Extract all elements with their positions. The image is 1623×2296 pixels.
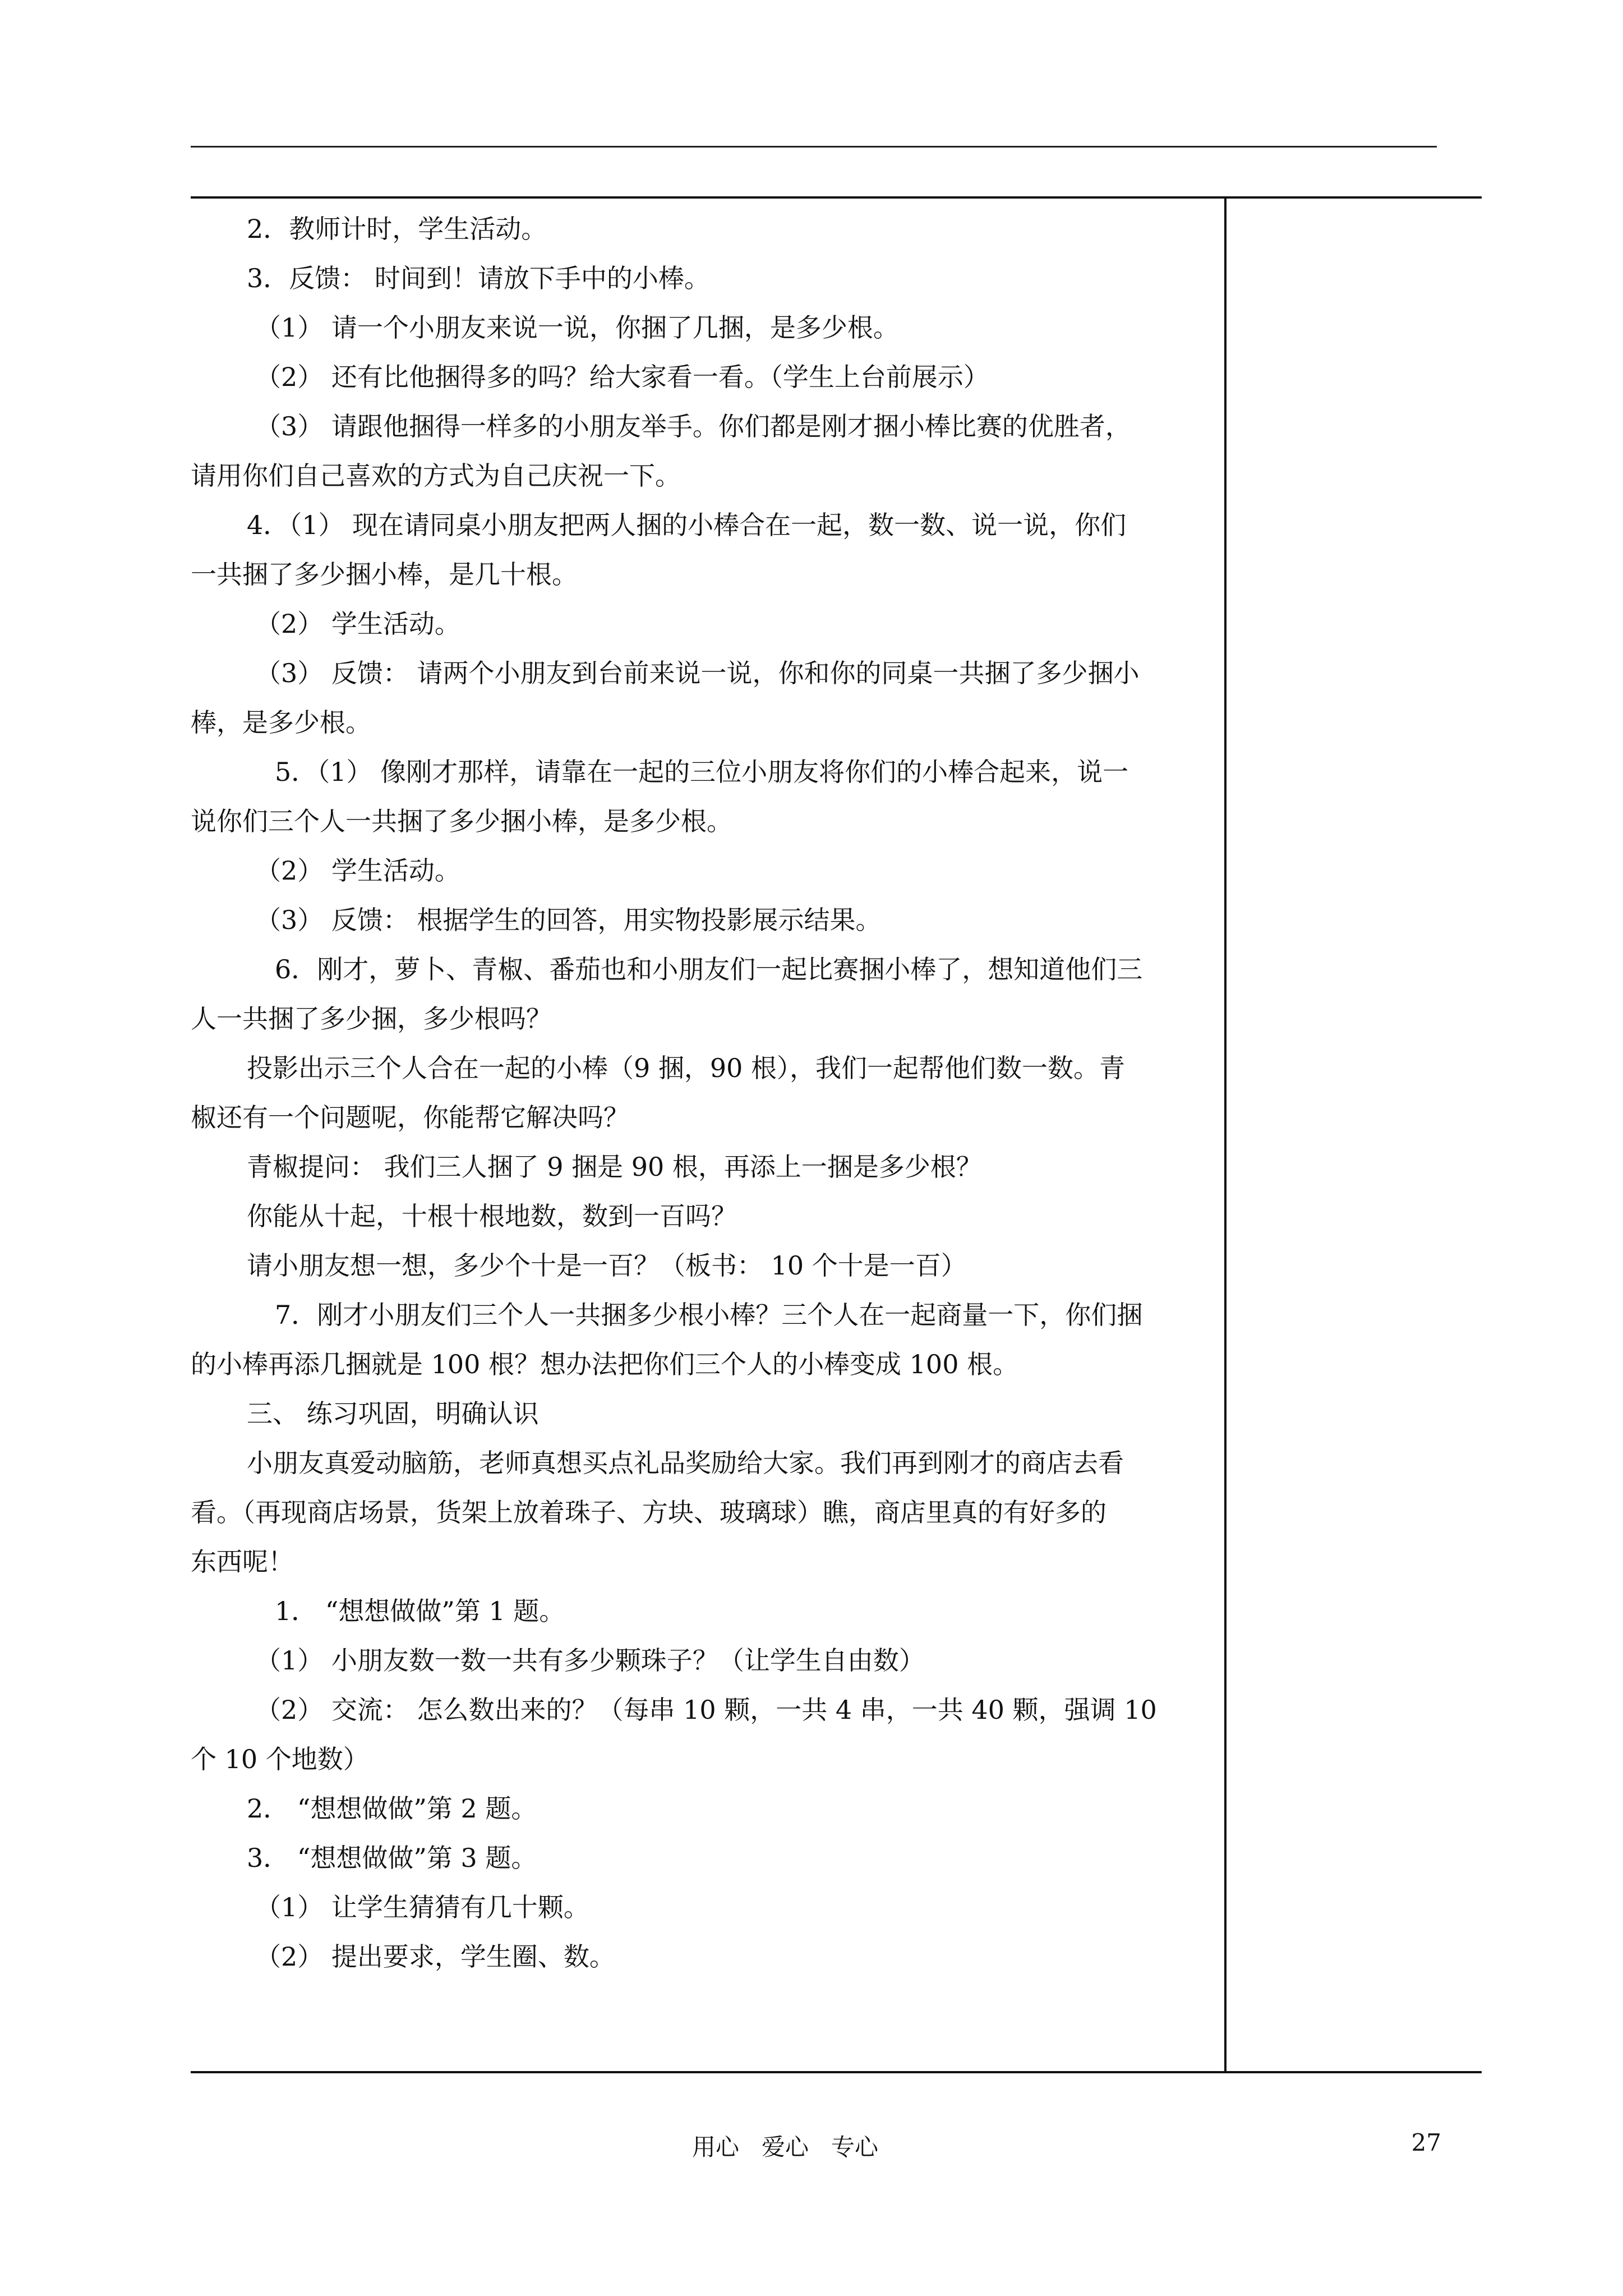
text-line: （3） 反馈： 请两个小朋友到台前来说一说，你和你的同桌一共捆了多少捆小: [255, 658, 1140, 688]
text-line: 请用你们自己喜欢的方式为自己庆祝一下。: [191, 461, 681, 491]
lesson-content-cell: [191, 206, 1224, 2063]
header-rule: [191, 146, 1437, 148]
text-line: （3） 反馈： 根据学生的回答，用实物投影展示结果。: [255, 905, 882, 935]
text-line: 人一共捆了多少捆，多少根吗？: [191, 1004, 552, 1034]
text-line: 的小棒再添几捆就是 100 根？想办法把你们三个人的小棒变成 100 根。: [191, 1349, 1019, 1379]
text-line: 个 10 个地数）: [191, 1744, 369, 1774]
text-line: 棒，是多少根。: [191, 707, 371, 738]
text-line: （1） 请一个小朋友来说一说，你捆了几捆，是多少根。: [255, 312, 899, 343]
text-line: （2） 还有比他捆得多的吗？给大家看一看。（学生上台前展示）: [255, 362, 989, 392]
text-line: 一共捆了多少捆小棒，是几十根。: [191, 559, 578, 590]
text-line: 小朋友真爱动脑筋，老师真想买点礼品奖励给大家。我们再到刚才的商店去看: [247, 1448, 1124, 1478]
text-line: 7．刚才小朋友们三个人一共捆多少根小棒？三个人在一起商量一下，你们捆: [275, 1300, 1143, 1330]
text-line: 1． “想想做做”第 1 题。: [275, 1596, 565, 1626]
footer-motto: 用心 爱心 专心: [691, 2133, 879, 2161]
text-line: 6．刚才，萝卜、青椒、番茄也和小朋友们一起比赛捆小棒了，想知道他们三: [275, 954, 1143, 984]
page-number: 27: [1411, 2129, 1441, 2156]
notes-column-cell: [1227, 199, 1482, 2070]
text-line: 你能从十起，十根十根地数，数到一百吗？: [247, 1201, 737, 1231]
text-line: （3） 请跟他捆得一样多的小朋友举手。你们都是刚才捆小棒比赛的优胜者，: [255, 411, 1131, 441]
text-line: （2） 交流： 怎么数出来的？（每串 10 颗，一共 4 串，一共 40 颗，强调 10: [255, 1695, 1157, 1725]
text-line: 看。（再现商店场景，货架上放着珠子、方块、玻璃球）瞧，商店里真的有好多的: [191, 1497, 1106, 1527]
text-line: 三、 练习巩固，明确认识: [247, 1398, 539, 1429]
text-line: 青椒提问： 我们三人捆了 9 捆是 90 根，再添上一捆是多少根？: [247, 1152, 982, 1182]
text-line: 2．教师计时，学生活动。: [247, 214, 547, 244]
text-line: （2） 学生活动。: [255, 609, 460, 639]
text-line: 东西呢！: [191, 1547, 294, 1577]
text-line: 请小朋友想一想，多少个十是一百？（板书： 10 个十是一百）: [247, 1250, 967, 1281]
text-line: 5．（1） 像刚才那样，请靠在一起的三位小朋友将你们的小棒合起来，说一: [275, 757, 1129, 787]
text-line: （2） 学生活动。: [255, 855, 460, 886]
text-line: 3． “想想做做”第 3 题。: [247, 1843, 537, 1873]
text-line: 2． “想想做做”第 2 题。: [247, 1793, 537, 1824]
text-line: （1） 让学生猜猜有几十颗。: [255, 1892, 589, 1922]
text-line: 4．（1） 现在请同桌小朋友把两人捆的小棒合在一起，数一数、说一说，你们: [247, 510, 1127, 540]
table-bottom-border: [191, 2071, 1482, 2073]
text-line: 3．反馈： 时间到！请放下手中的小棒。: [247, 263, 710, 293]
text-line: 说你们三个人一共捆了多少捆小棒，是多少根。: [191, 806, 732, 836]
text-line: （2） 提出要求，学生圈、数。: [255, 1941, 615, 1972]
text-line: （1） 小朋友数一数一共有多少颗珠子？（让学生自由数）: [255, 1645, 925, 1676]
text-line: 椒还有一个问题呢，你能帮它解决吗？: [191, 1102, 629, 1133]
text-line: 投影出示三个人合在一起的小棒（9 捆，90 根），我们一起帮他们数一数。青: [247, 1053, 1126, 1083]
